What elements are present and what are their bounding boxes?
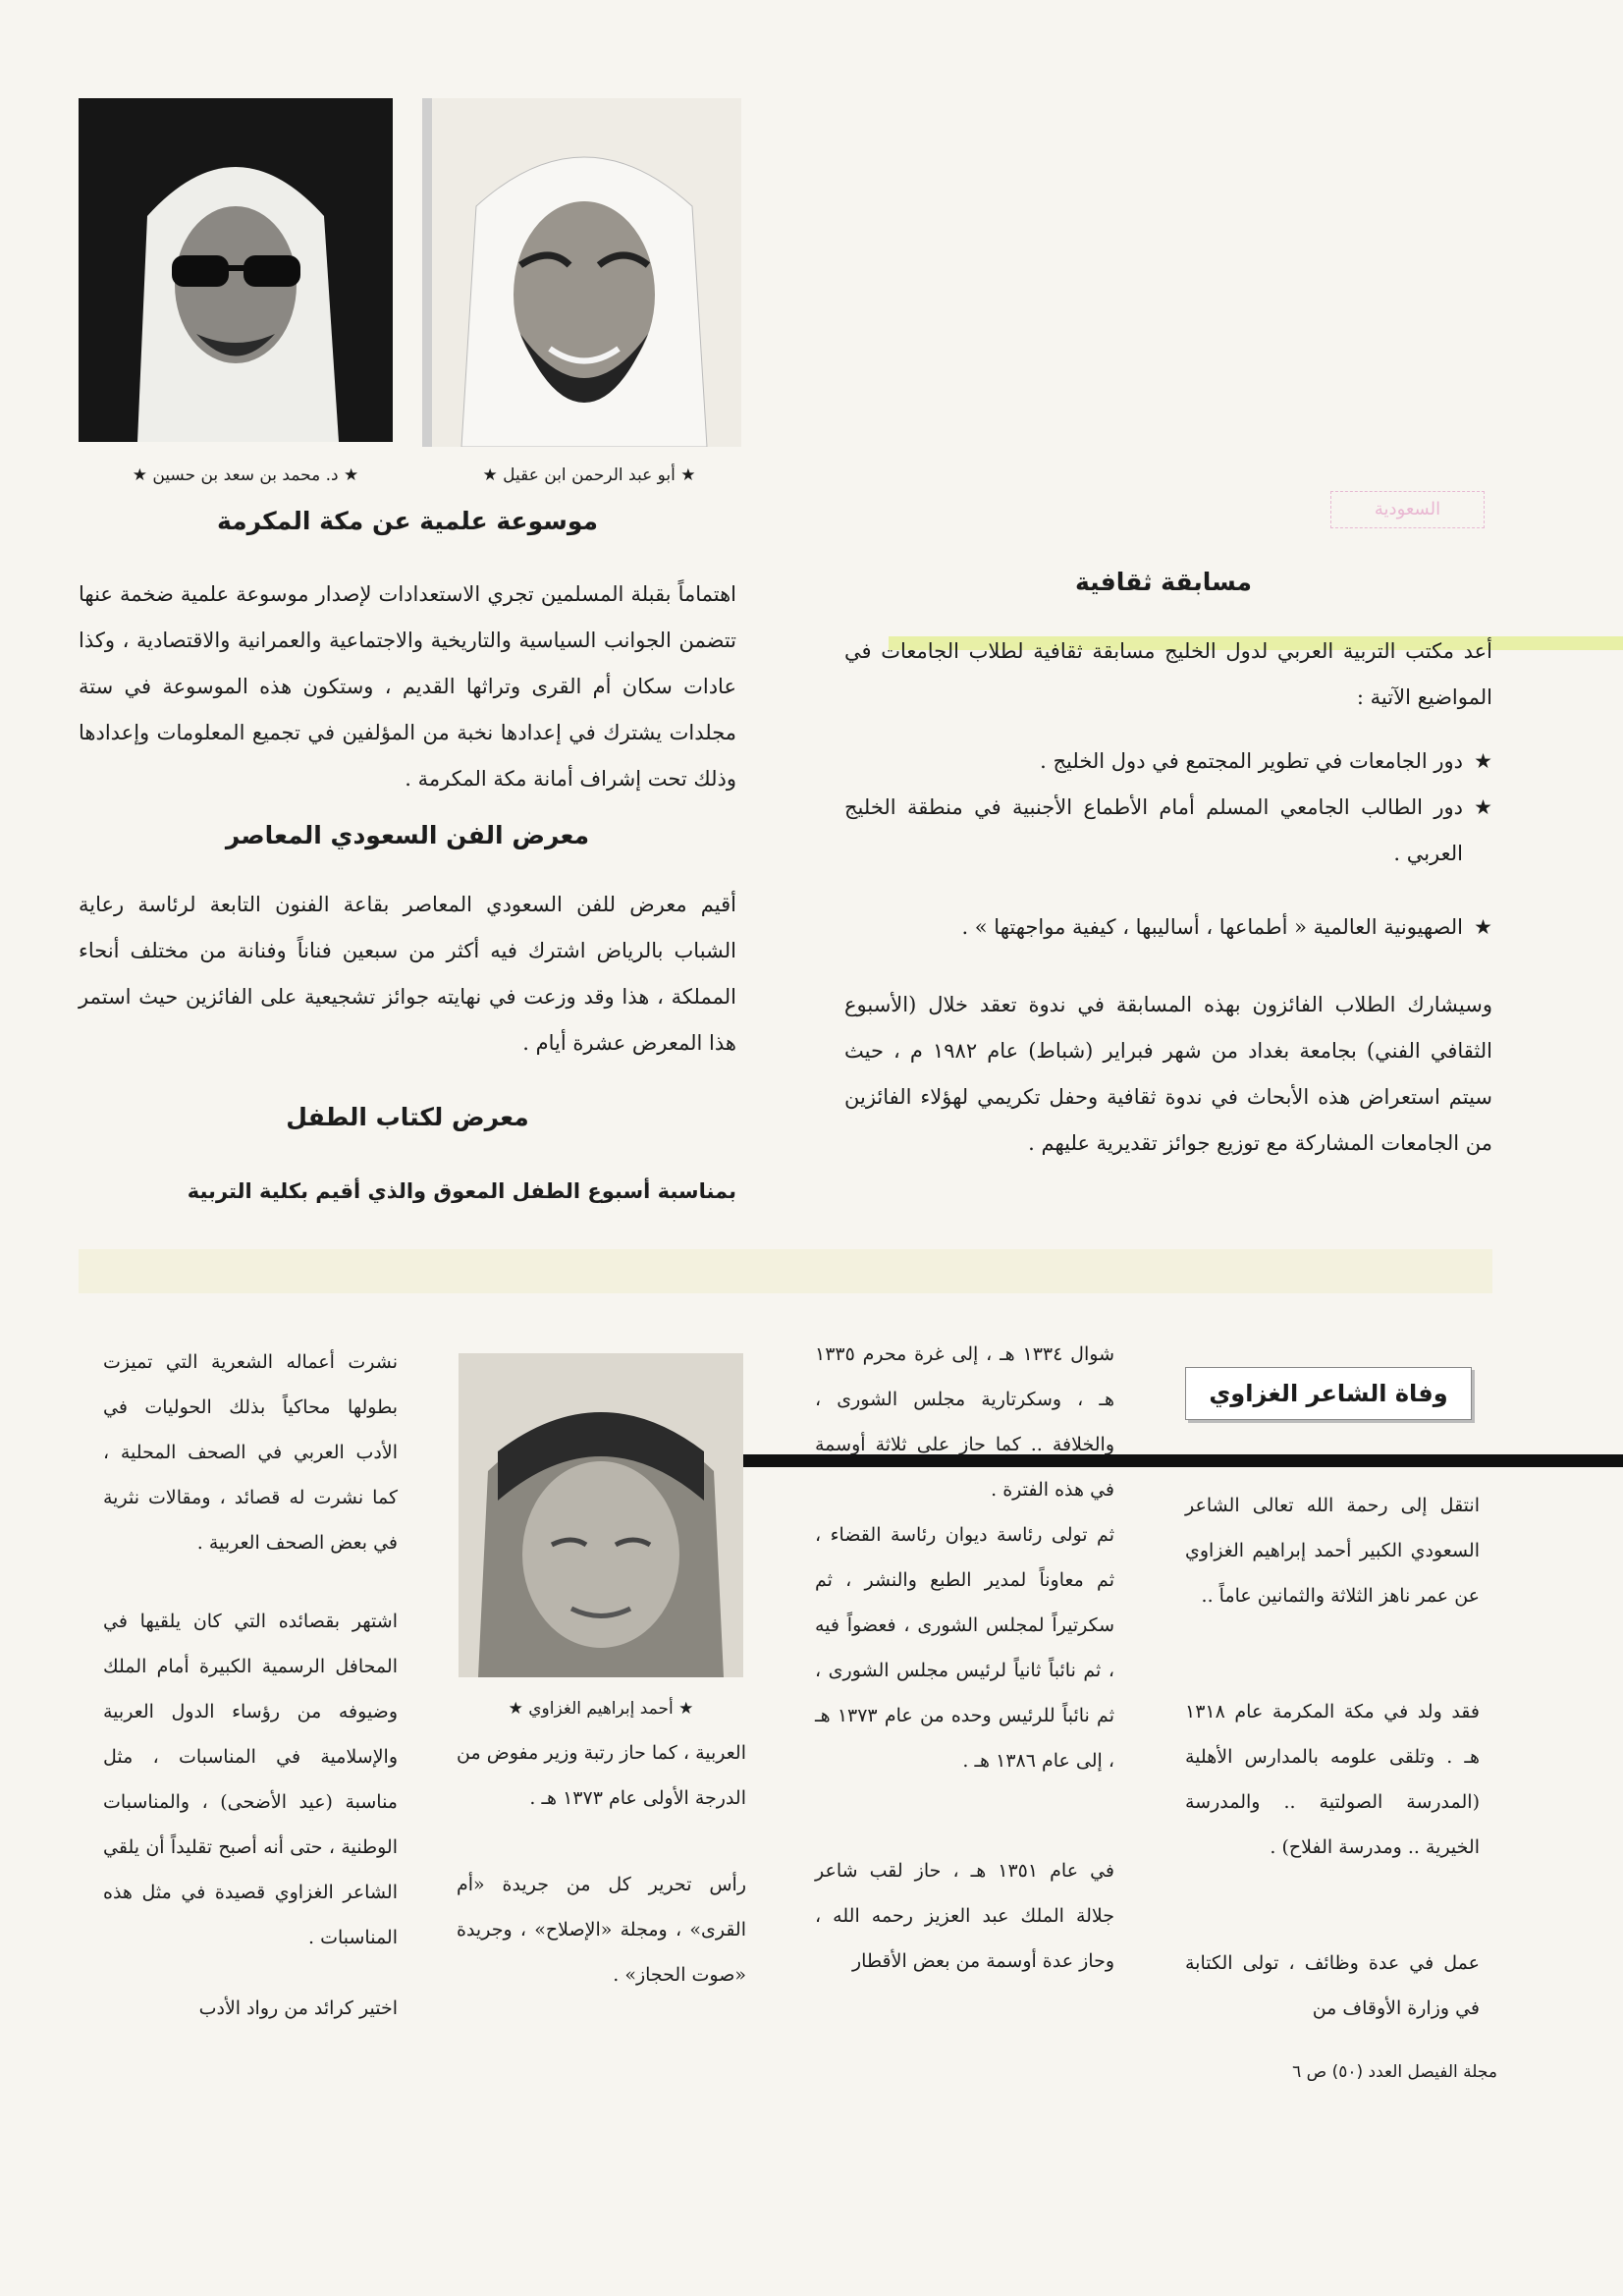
section-body-encyclopedia: اهتماماً بقبلة المسلمين تجري الاستعدادات لإصدار موسوعة علمية ضخمة عنها تتضمن الجوانب السياسية والتاريخية والاجتماعية والعمرانية والاقتصادية ، وكذا عادات سكان أم القرى وتراثها القديم ، وستكون هذه الموسوعة في ستة مجلدات يشترك في إعدادها نخبة من المؤلفين في تجميع المعلومات وإعدادها وذلك تحت إشراف أمانة مكة المكرمة .: [79, 582, 736, 791]
section-title-child-book: معرض لكتاب الطفل: [286, 1103, 529, 1131]
obituary-col3-p2: رأس تحرير كل من جريدة «أم القرى» ، ومجلة «الإصلاح» ، وجريدة «صوت الحجاز» .: [457, 1874, 746, 1986]
portrait-illustration: [79, 98, 393, 442]
list-item: ★ دور الجامعات في تطوير المجتمع في دول الخليج .: [844, 738, 1492, 785]
obituary-col2-p2: ثم تولى رئاسة ديوان رئاسة القضاء ، ثم معاوناً لمدير الطبع والنشر ، ثم سكرتيراً لمجلس الشورى ، فعضواً فيه ، ثم نائباً ثانياً لرئيس مجلس الشورى ، ثم نائباً للرئيس وحده من عام ١٣٧٣ هـ ، إلى عام ١٣٨٦ هـ .: [815, 1524, 1114, 1772]
section-title-obituary: وفاة الشاعر الغزاوي: [1185, 1367, 1472, 1420]
list-item: ★ دور الطالب الجامعي المسلم أمام الأطماع الأجنبية في منطقة الخليج العربي .: [844, 785, 1492, 877]
section-body-art-exhibition: أقيم معرض للفن السعودي المعاصر بقاعة الفنون التابعة لرئاسة رعاية الشباب بالرياض اشترك فيه أكثر من سبعين فناناً وفنانة من مختلف أنحاء المملكة ، هذا وقد وزعت في نهايته جوائز تشجيعية على الفائزين حيث استمر هذا المعرض عشرة أيام .: [79, 893, 736, 1055]
section-body-competition: وسيشارك الطلاب الفائزون بهذه المسابقة في ندوة تعقد خلال (الأسبوع الثقافي الفني) بجامعة بغداد من شهر فبراير (شباط) عام ١٩٨٢ م ، حيث سيتم استعراض هذه الأبحاث في ندوة ثقافية وحفل تكريمي لهؤلاء الفائزين من الجامعات المشاركة مع توزيع جوائز تقديرية عليهم .: [844, 993, 1492, 1155]
list-item: ★ الصهيونية العالمية « أطماعها ، أساليبها ، كيفية مواجهتها » .: [844, 904, 1492, 951]
star-bullet-icon: ★: [1474, 795, 1492, 819]
photo-ibn-aqil: [422, 98, 741, 447]
star-bullet-icon: ★: [1474, 915, 1492, 939]
section-intro-competition: أعد مكتب التربية العربي لدول الخليج مسابقة ثقافية لطلاب الجامعات في المواضيع الآتية :: [844, 639, 1492, 709]
obituary-col1-p3: عمل في عدة وظائف ، تولى الكتابة في وزارة الأوقاف من: [1185, 1952, 1480, 2019]
obituary-col4-p2: اشتهر بقصائده التي كان يلقيها في المحافل الرسمية الكبيرة أمام الملك وضيوفه من رؤساء الدول العربية والإسلامية في المناسبات ، مثل مناسبة (عيد الأضحى) ، والمناسبات الوطنية ، حتى أنه أصبح تقليداً أن يلقي الشاعر الغزاوي قصيدة في مثل هذه المناسبات .: [103, 1611, 398, 1948]
obituary-col1-p1: انتقل إلى رحمة الله تعالى الشاعر السعودي الكبير أحمد إبراهيم الغزاوي عن عمر ناهز الثلاثة والثمانين عاماً ..: [1185, 1495, 1480, 1607]
page-footer: مجلة الفيصل العدد (٥٠) ص ٦: [1292, 2062, 1497, 2082]
photo-ghazzawi: [459, 1353, 743, 1677]
photo-caption: ★ أحمد إبراهيم الغزاوي ★: [508, 1699, 694, 1719]
section-title-competition: مسابقة ثقافية: [1074, 568, 1253, 596]
section-title-art-exhibition: معرض الفن السعودي المعاصر: [225, 821, 590, 849]
photo-mohammed-bin-saad: [79, 98, 393, 442]
star-bullet-icon: ★: [1474, 749, 1492, 773]
portrait-illustration: [422, 98, 741, 447]
stamp: السعودية: [1330, 491, 1485, 528]
obituary-col1-p2: فقد ولد في مكة المكرمة عام ١٣١٨ هـ . وتلقى علومه بالمدارس الأهلية (المدرسة الصولتية .. والمدرسة الخيرية .. ومدرسة الفلاح) .: [1185, 1701, 1480, 1858]
obituary-col2-p3: في عام ١٣٥١ هـ ، حاز لقب شاعر جلالة الملك عبد العزيز رحمه الله ، وحاز عدة أوسمة من بعض الأقطار: [815, 1860, 1114, 1972]
photo-caption: ★ د. محمد بن سعد بن حسين ★: [132, 465, 359, 485]
scan-artifact-band: [79, 1249, 1492, 1293]
photo-caption: ★ أبو عبد الرحمن ابن عقيل ★: [482, 465, 696, 485]
obituary-col3-p1: العربية ، كما حاز رتبة وزير مفوض من الدرجة الأولى عام ١٣٧٣ هـ .: [457, 1742, 746, 1809]
portrait-illustration: [459, 1353, 743, 1677]
section-body-child-book: بمناسبة أسبوع الطفل المعوق والذي أقيم بكلية التربية: [187, 1179, 736, 1203]
obituary-col4-p3: اختير كرائد من رواد الأدب: [198, 1997, 398, 2019]
obituary-col4-p1: نشرت أعماله الشعرية التي تميزت بطولها محاكياً بذلك الحوليات في الأدب العربي في الصحف المحلية ، كما نشرت له قصائد ، ومقالات نثرية في بعض الصحف العربية .: [103, 1351, 398, 1554]
competition-topics-list: [844, 738, 1492, 951]
obituary-col2-p1: شوال ١٣٣٤ هـ ، إلى غرة محرم ١٣٣٥ هـ ، وسكرتارية مجلس الشورى ، والخلافة .. كما حاز على ثلاثة أوسمة في هذه الفترة .: [815, 1343, 1114, 1501]
section-title-encyclopedia: موسوعة علمية عن مكة المكرمة: [216, 507, 599, 535]
